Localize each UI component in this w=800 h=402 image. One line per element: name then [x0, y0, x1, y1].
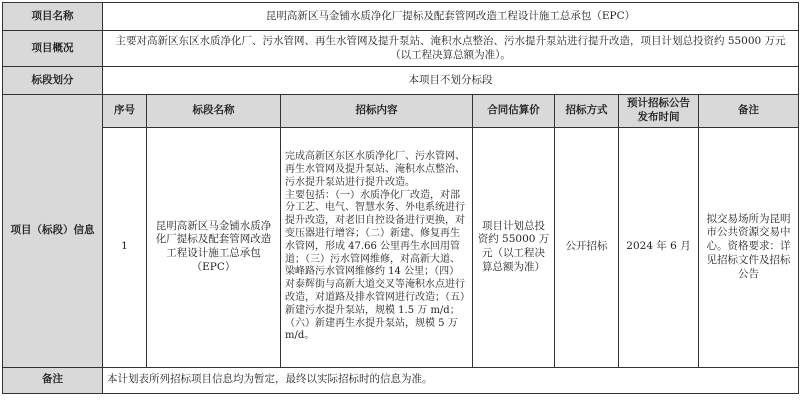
notes-value: 本计划表所列招标项目信息均为暂定，最终以实际招标时的信息为准。 — [103, 367, 799, 393]
cell-content — [281, 127, 473, 367]
project-overview-value: 主要对高新区东区水质净化厂、污水管网、再生水管网及提升泵站、淹积水点整治、污水提升泵站进行提升改造，项目计划总投资约 55000 万元（以工程决算总额为准）。 — [103, 31, 799, 67]
header-section-name: 标段名称 — [147, 95, 281, 128]
row-info-data — [3, 127, 799, 367]
cell-contract-price: 项目计划总投资约 55000 万元（以工程决算总额为准） — [473, 127, 555, 367]
content-detail: 主要包括：（一）水质净化厂改造，对部分工艺、电气、智慧水务、外电系统进行提升改造，对老旧自控设备进行更换，对变压器进行增容；（二）新建、修复再生水管网，形成 47.66 公里再生水回用管道；（三）污水管网维修，对高新大道、梁峰路污水管网维修约 14 公里；（四）对泰辉街与高新大道交叉等淹积水点进行改造，对道路及排水管网进行改造；（五）新建污水提升泵站，规模 1.5 万 m/d；（六）新建再生水提升泵站，规模 5 万 m/d。 — [285, 189, 465, 342]
section-division-label: 标段划分 — [3, 67, 103, 95]
cell-method: 公开招标 — [555, 127, 619, 367]
row-notes — [3, 367, 799, 393]
notes-label: 备注 — [3, 367, 103, 393]
row-info-headers — [3, 95, 799, 128]
header-announce-time: 预计招标公告发布时间 — [619, 95, 699, 128]
cell-section-name: 昆明高新区马金铺水质净化厂提标及配套管网改造工程设计施工总承包（EPC） — [147, 127, 281, 367]
project-overview-label: 项目概况 — [3, 31, 103, 67]
row-section-division — [3, 67, 799, 95]
row-project-overview — [3, 31, 799, 67]
header-contract-price: 合同估算价 — [473, 95, 555, 128]
project-name-label: 项目名称 — [3, 3, 103, 31]
project-name-value: 昆明高新区马金铺水质净化厂提标及配套管网改造工程设计施工总承包（EPC） — [103, 3, 799, 31]
cell-announce-time: 2024 年 6 月 — [619, 127, 699, 367]
header-content: 招标内容 — [281, 95, 473, 128]
cell-remark: 拟交易场所为昆明市公共资源交易中心。资格要求：详见招标文件及招标公告 — [699, 127, 799, 367]
header-remark: 备注 — [699, 95, 799, 128]
header-method: 招标方式 — [555, 95, 619, 128]
row-project-name — [3, 3, 799, 31]
cell-seq: 1 — [103, 127, 147, 367]
content-intro: 完成高新区东区水质净化厂、污水管网、再生水管网及提升泵站、淹积水点整治、污水提升泵站进行提升改造。 — [285, 151, 465, 188]
bidding-info-table — [2, 2, 799, 394]
info-label: 项目（标段）信息 — [3, 95, 103, 368]
section-division-value: 本项目不划分标段 — [103, 67, 799, 95]
header-seq: 序号 — [103, 95, 147, 128]
